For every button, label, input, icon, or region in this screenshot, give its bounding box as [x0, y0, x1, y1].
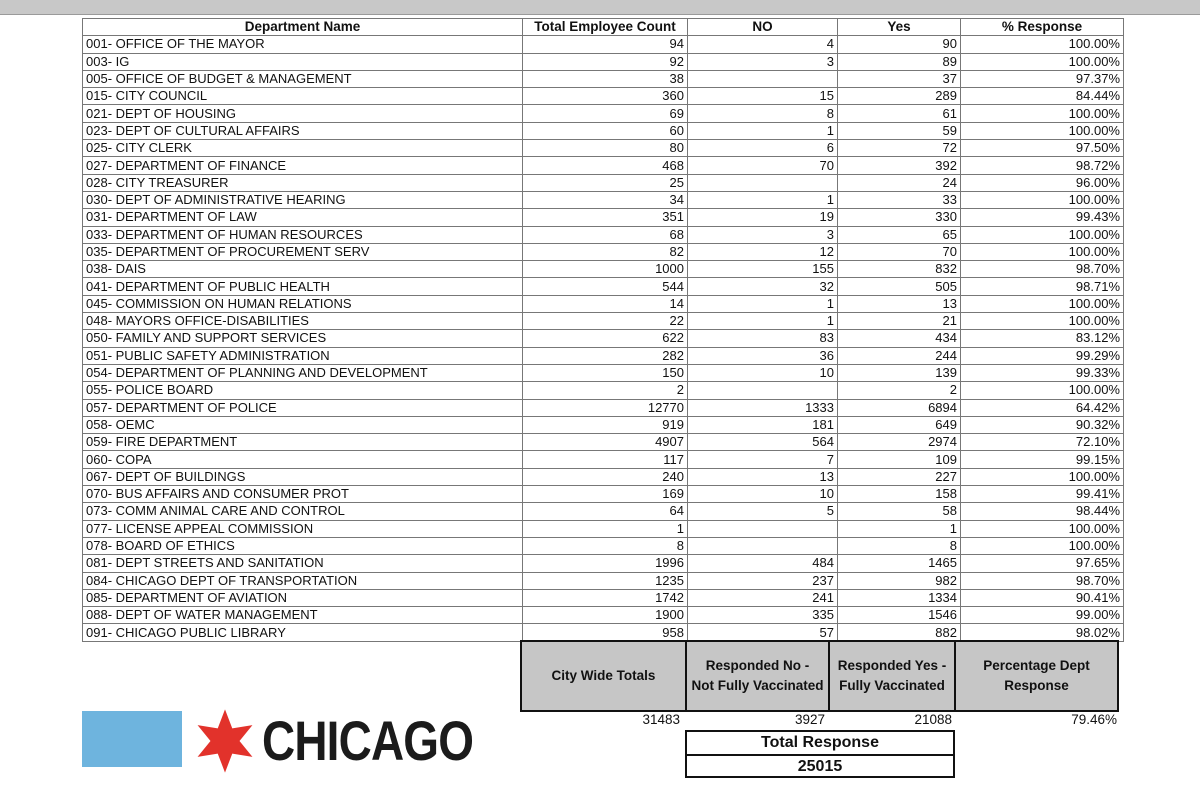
- cell-no: 10: [688, 364, 838, 381]
- cell-percent-response: 97.65%: [961, 555, 1124, 572]
- cell-yes: 109: [838, 451, 961, 468]
- cell-percent-response: 99.43%: [961, 209, 1124, 226]
- total-percent: 79.46%: [1071, 712, 1117, 727]
- percentage-dept-line2: Response: [1004, 678, 1069, 693]
- cell-percent-response: 99.33%: [961, 364, 1124, 381]
- table-row: [83, 88, 1124, 105]
- cell-yes: 59: [838, 122, 961, 139]
- cell-yes: 392: [838, 157, 961, 174]
- cell-yes: 505: [838, 278, 961, 295]
- cell-department: 055- POLICE BOARD: [83, 382, 523, 399]
- cell-no: 564: [688, 434, 838, 451]
- cell-total-employee: 94: [523, 36, 688, 53]
- cell-percent-response: 100.00%: [961, 468, 1124, 485]
- cell-total-employee: 1996: [523, 555, 688, 572]
- cell-yes: 227: [838, 468, 961, 485]
- cell-percent-response: 64.42%: [961, 399, 1124, 416]
- cell-percent-response: 100.00%: [961, 520, 1124, 537]
- logo-chicago-text: CHICAGO: [262, 709, 474, 772]
- header-total-employee: Total Employee Count: [523, 19, 688, 36]
- cell-no: 4: [688, 36, 838, 53]
- cell-yes: 2: [838, 382, 961, 399]
- cell-total-employee: 919: [523, 416, 688, 433]
- cell-department: 058- OEMC: [83, 416, 523, 433]
- table-row: [83, 278, 1124, 295]
- cell-no: 6: [688, 140, 838, 157]
- cell-total-employee: 34: [523, 191, 688, 208]
- cell-total-employee: 38: [523, 70, 688, 87]
- cell-yes: 1334: [838, 589, 961, 606]
- cell-yes: 6894: [838, 399, 961, 416]
- cell-percent-response: 99.29%: [961, 347, 1124, 364]
- cell-yes: 982: [838, 572, 961, 589]
- cell-yes: 289: [838, 88, 961, 105]
- responded-no-line1: Responded No -: [705, 658, 810, 673]
- total-yes-sum: 21088: [914, 712, 952, 727]
- cell-no: 7: [688, 451, 838, 468]
- cell-total-employee: 1235: [523, 572, 688, 589]
- cell-total-employee: 22: [523, 313, 688, 330]
- cell-total-employee: 169: [523, 486, 688, 503]
- table-row: [83, 589, 1124, 606]
- cell-percent-response: 96.00%: [961, 174, 1124, 191]
- city-wide-totals-label: City Wide Totals: [551, 668, 656, 683]
- cell-percent-response: 83.12%: [961, 330, 1124, 347]
- cell-yes: 244: [838, 347, 961, 364]
- table-row: [83, 382, 1124, 399]
- responded-no-line2: Not Fully Vaccinated: [691, 678, 824, 693]
- vaccination-table: [82, 18, 1124, 642]
- cell-percent-response: 99.15%: [961, 451, 1124, 468]
- cell-department: 050- FAMILY AND SUPPORT SERVICES: [83, 330, 523, 347]
- cell-total-employee: 1742: [523, 589, 688, 606]
- cell-total-employee: 544: [523, 278, 688, 295]
- table-row: [83, 330, 1124, 347]
- cell-department: 028- CITY TREASURER: [83, 174, 523, 191]
- table-row: [83, 572, 1124, 589]
- cell-total-employee: 92: [523, 53, 688, 70]
- cell-total-employee: 1: [523, 520, 688, 537]
- table-row: [83, 364, 1124, 381]
- table-row: [83, 157, 1124, 174]
- cell-percent-response: 98.70%: [961, 572, 1124, 589]
- cell-department: 070- BUS AFFAIRS AND CONSUMER PROT: [83, 486, 523, 503]
- cell-no: 1: [688, 295, 838, 312]
- cell-department: 015- CITY COUNCIL: [83, 88, 523, 105]
- cell-total-employee: 622: [523, 330, 688, 347]
- header-percent-response: % Response: [961, 19, 1124, 36]
- cell-percent-response: 100.00%: [961, 122, 1124, 139]
- cell-department: 081- DEPT STREETS AND SANITATION: [83, 555, 523, 572]
- cell-no: 3: [688, 226, 838, 243]
- percentage-dept-line1: Percentage Dept: [983, 658, 1090, 673]
- cell-department: 078- BOARD OF ETHICS: [83, 537, 523, 554]
- cell-department: 031- DEPARTMENT OF LAW: [83, 209, 523, 226]
- total-response-box: [685, 730, 955, 778]
- cell-total-employee: 1900: [523, 607, 688, 624]
- cell-percent-response: 98.70%: [961, 261, 1124, 278]
- cell-yes: 2974: [838, 434, 961, 451]
- cell-no: 1: [688, 191, 838, 208]
- cell-percent-response: 100.00%: [961, 226, 1124, 243]
- cell-no: 8: [688, 105, 838, 122]
- cell-department: 030- DEPT OF ADMINISTRATIVE HEARING: [83, 191, 523, 208]
- table-row: [83, 347, 1124, 364]
- logo-six-point-star-icon: [192, 708, 258, 774]
- cell-yes: 158: [838, 486, 961, 503]
- cell-total-employee: 25: [523, 174, 688, 191]
- cell-department: 067- DEPT OF BUILDINGS: [83, 468, 523, 485]
- cell-percent-response: 100.00%: [961, 295, 1124, 312]
- cell-department: 025- CITY CLERK: [83, 140, 523, 157]
- cell-department: 027- DEPARTMENT OF FINANCE: [83, 157, 523, 174]
- cell-percent-response: 100.00%: [961, 105, 1124, 122]
- percentage-dept-box: [954, 640, 1119, 712]
- cell-percent-response: 98.44%: [961, 503, 1124, 520]
- cell-total-employee: 4907: [523, 434, 688, 451]
- table-row: [83, 313, 1124, 330]
- table-row: [83, 105, 1124, 122]
- cell-percent-response: 100.00%: [961, 243, 1124, 260]
- cell-total-employee: 14: [523, 295, 688, 312]
- cell-yes: 21: [838, 313, 961, 330]
- cell-department: 003- IG: [83, 53, 523, 70]
- cell-yes: 89: [838, 53, 961, 70]
- total-response-value: 25015: [797, 758, 843, 775]
- total-response-label: Total Response: [687, 732, 953, 756]
- cell-percent-response: 100.00%: [961, 382, 1124, 399]
- responded-yes-line2: Fully Vaccinated: [839, 678, 945, 693]
- cell-yes: 649: [838, 416, 961, 433]
- cell-yes: 1465: [838, 555, 961, 572]
- cell-no: [688, 174, 838, 191]
- cell-total-employee: 360: [523, 88, 688, 105]
- cell-percent-response: 98.02%: [961, 624, 1124, 641]
- table-row: [83, 140, 1124, 157]
- cell-total-employee: 2: [523, 382, 688, 399]
- cell-percent-response: 100.00%: [961, 191, 1124, 208]
- cell-no: 1: [688, 313, 838, 330]
- cell-department: 045- COMMISSION ON HUMAN RELATIONS: [83, 295, 523, 312]
- responded-yes-box: [828, 640, 956, 712]
- table-row: [83, 624, 1124, 641]
- table-row: [83, 70, 1124, 87]
- header-no: NO: [688, 19, 838, 36]
- responded-yes-line1: Responded Yes -: [837, 658, 947, 673]
- cell-no: 10: [688, 486, 838, 503]
- table-row: [83, 53, 1124, 70]
- cell-yes: 434: [838, 330, 961, 347]
- cell-no: 181: [688, 416, 838, 433]
- table-header-row: [83, 19, 1124, 36]
- logo-blue-bar: [82, 711, 182, 767]
- cell-yes: 13: [838, 295, 961, 312]
- cell-percent-response: 72.10%: [961, 434, 1124, 451]
- cell-total-employee: 12770: [523, 399, 688, 416]
- cell-total-employee: 351: [523, 209, 688, 226]
- table-row: [83, 36, 1124, 53]
- cell-percent-response: 100.00%: [961, 53, 1124, 70]
- cell-no: 1333: [688, 399, 838, 416]
- total-no-sum: 3927: [794, 712, 825, 727]
- table-row: [83, 451, 1124, 468]
- table-row: [83, 486, 1124, 503]
- cell-department: 088- DEPT OF WATER MANAGEMENT: [83, 607, 523, 624]
- viewer-top-bar: [0, 0, 1200, 15]
- city-wide-totals-box: [520, 640, 687, 712]
- cell-total-employee: 60: [523, 122, 688, 139]
- vaccination-table-container: [82, 18, 1124, 642]
- cell-no: 5: [688, 503, 838, 520]
- responded-no-box: [685, 640, 830, 712]
- cell-percent-response: 97.37%: [961, 70, 1124, 87]
- table-row: [83, 416, 1124, 433]
- cell-no: 335: [688, 607, 838, 624]
- cell-department: 077- LICENSE APPEAL COMMISSION: [83, 520, 523, 537]
- table-row: [83, 209, 1124, 226]
- table-row: [83, 122, 1124, 139]
- cell-department: 041- DEPARTMENT OF PUBLIC HEALTH: [83, 278, 523, 295]
- cell-yes: 70: [838, 243, 961, 260]
- cell-total-employee: 80: [523, 140, 688, 157]
- table-row: [83, 295, 1124, 312]
- cell-percent-response: 98.72%: [961, 157, 1124, 174]
- cell-department: 048- MAYORS OFFICE-DISABILITIES: [83, 313, 523, 330]
- cell-percent-response: 98.71%: [961, 278, 1124, 295]
- cell-department: 054- DEPARTMENT OF PLANNING AND DEVELOPMENT: [83, 364, 523, 381]
- cell-yes: 330: [838, 209, 961, 226]
- table-row: [83, 226, 1124, 243]
- cell-no: 15: [688, 88, 838, 105]
- table-row: [83, 243, 1124, 260]
- cell-percent-response: 84.44%: [961, 88, 1124, 105]
- cell-no: 12: [688, 243, 838, 260]
- cell-yes: 58: [838, 503, 961, 520]
- cell-total-employee: 69: [523, 105, 688, 122]
- table-row: [83, 434, 1124, 451]
- table-row: [83, 555, 1124, 572]
- cell-department: 057- DEPARTMENT OF POLICE: [83, 399, 523, 416]
- cell-yes: 832: [838, 261, 961, 278]
- cell-department: 023- DEPT OF CULTURAL AFFAIRS: [83, 122, 523, 139]
- cell-department: 051- PUBLIC SAFETY ADMINISTRATION: [83, 347, 523, 364]
- cell-percent-response: 100.00%: [961, 313, 1124, 330]
- cell-yes: 90: [838, 36, 961, 53]
- cell-no: 3: [688, 53, 838, 70]
- cell-yes: 139: [838, 364, 961, 381]
- cell-total-employee: 8: [523, 537, 688, 554]
- cell-department: 091- CHICAGO PUBLIC LIBRARY: [83, 624, 523, 641]
- cell-department: 005- OFFICE OF BUDGET & MANAGEMENT: [83, 70, 523, 87]
- cell-percent-response: 99.41%: [961, 486, 1124, 503]
- cell-total-employee: 68: [523, 226, 688, 243]
- cell-yes: 72: [838, 140, 961, 157]
- cell-total-employee: 240: [523, 468, 688, 485]
- cell-percent-response: 99.00%: [961, 607, 1124, 624]
- cell-department: 060- COPA: [83, 451, 523, 468]
- cell-no: 57: [688, 624, 838, 641]
- table-body: [83, 36, 1124, 641]
- cell-total-employee: 150: [523, 364, 688, 381]
- table-row: [83, 191, 1124, 208]
- cell-percent-response: 100.00%: [961, 36, 1124, 53]
- cell-yes: 1: [838, 520, 961, 537]
- cell-no: 83: [688, 330, 838, 347]
- cell-department: 035- DEPARTMENT OF PROCUREMENT SERV: [83, 243, 523, 260]
- cell-department: 073- COMM ANIMAL CARE AND CONTROL: [83, 503, 523, 520]
- cell-no: 32: [688, 278, 838, 295]
- table-row: [83, 607, 1124, 624]
- cell-no: 70: [688, 157, 838, 174]
- cell-percent-response: 97.50%: [961, 140, 1124, 157]
- chicago-logo: [82, 708, 474, 774]
- cell-yes: 33: [838, 191, 961, 208]
- cell-percent-response: 100.00%: [961, 537, 1124, 554]
- cell-percent-response: 90.32%: [961, 416, 1124, 433]
- cell-total-employee: 64: [523, 503, 688, 520]
- table-row: [83, 174, 1124, 191]
- cell-no: [688, 537, 838, 554]
- table-row: [83, 399, 1124, 416]
- cell-no: 241: [688, 589, 838, 606]
- header-department: Department Name: [83, 19, 523, 36]
- cell-department: 085- DEPARTMENT OF AVIATION: [83, 589, 523, 606]
- table-row: [83, 520, 1124, 537]
- cell-no: 237: [688, 572, 838, 589]
- table-row: [83, 503, 1124, 520]
- cell-total-employee: 468: [523, 157, 688, 174]
- cell-department: 001- OFFICE OF THE MAYOR: [83, 36, 523, 53]
- cell-yes: 61: [838, 105, 961, 122]
- cell-no: 155: [688, 261, 838, 278]
- cell-department: 033- DEPARTMENT OF HUMAN RESOURCES: [83, 226, 523, 243]
- cell-department: 084- CHICAGO DEPT OF TRANSPORTATION: [83, 572, 523, 589]
- cell-department: 059- FIRE DEPARTMENT: [83, 434, 523, 451]
- table-row: [83, 537, 1124, 554]
- cell-no: 13: [688, 468, 838, 485]
- cell-no: 484: [688, 555, 838, 572]
- cell-no: 19: [688, 209, 838, 226]
- cell-no: [688, 70, 838, 87]
- cell-total-employee: 82: [523, 243, 688, 260]
- cell-no: [688, 382, 838, 399]
- cell-total-employee: 1000: [523, 261, 688, 278]
- cell-total-employee: 958: [523, 624, 688, 641]
- header-yes: Yes: [838, 19, 961, 36]
- cell-yes: 37: [838, 70, 961, 87]
- cell-yes: 24: [838, 174, 961, 191]
- cell-yes: 8: [838, 537, 961, 554]
- cell-no: 36: [688, 347, 838, 364]
- cell-department: 021- DEPT OF HOUSING: [83, 105, 523, 122]
- total-employee-sum: 31483: [642, 712, 680, 727]
- cell-yes: 65: [838, 226, 961, 243]
- cell-total-employee: 282: [523, 347, 688, 364]
- cell-no: [688, 520, 838, 537]
- cell-no: 1: [688, 122, 838, 139]
- cell-department: 038- DAIS: [83, 261, 523, 278]
- table-row: [83, 261, 1124, 278]
- cell-yes: 882: [838, 624, 961, 641]
- cell-percent-response: 90.41%: [961, 589, 1124, 606]
- cell-total-employee: 117: [523, 451, 688, 468]
- table-row: [83, 468, 1124, 485]
- cell-yes: 1546: [838, 607, 961, 624]
